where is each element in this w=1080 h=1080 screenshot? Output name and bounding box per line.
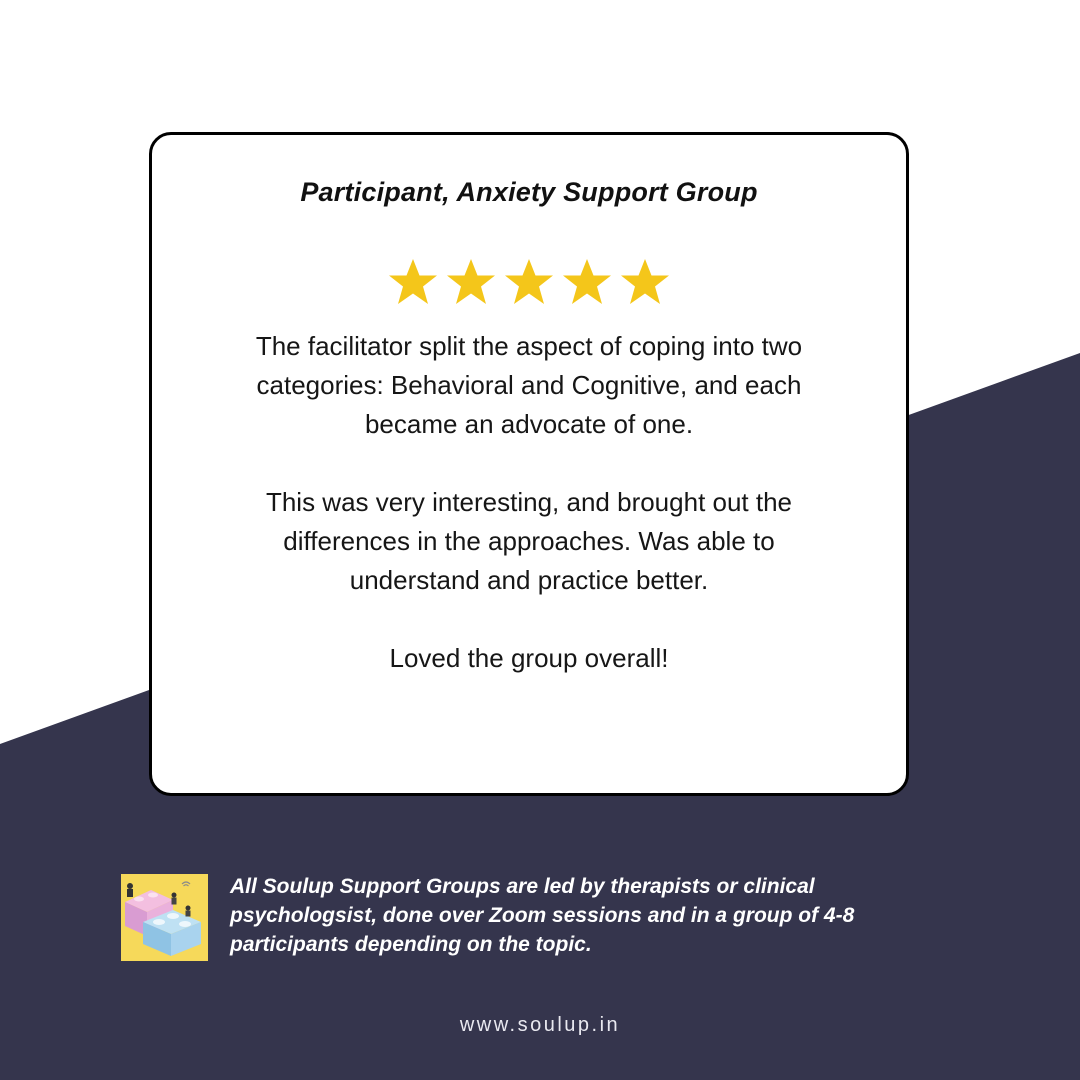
testimonial-review <box>252 327 806 678</box>
review-paragraph-1: The facilitator split the aspect of coping into two categories: Behavioral and Cognitive, and each became an advocate of one. <box>255 331 803 439</box>
star-icon <box>503 257 555 309</box>
paragraph-spacer <box>252 600 806 639</box>
website-url: www.soulup.in <box>459 1014 621 1036</box>
star-icon <box>445 257 497 309</box>
star-icon <box>561 257 613 309</box>
support-groups-note: All Soulup Support Groups are led by therapists or clinical psychologsist, done over Zoom sessions and in a group of 4-8 participants depending on the topic. <box>230 875 855 956</box>
testimonial-attribution: Participant, Anxiety Support Group <box>300 177 758 207</box>
star-icon <box>619 257 671 309</box>
review-paragraph-2: This was very interesting, and brought out the differences in the approaches. Was able to understand and practice better. <box>265 487 793 595</box>
star-icon <box>387 257 439 309</box>
paragraph-spacer <box>252 444 806 483</box>
star-rating <box>152 257 906 313</box>
testimonial-card <box>149 132 909 796</box>
review-paragraph-3: Loved the group overall! <box>389 643 669 673</box>
soulup-blocks-logo-icon <box>121 874 208 961</box>
